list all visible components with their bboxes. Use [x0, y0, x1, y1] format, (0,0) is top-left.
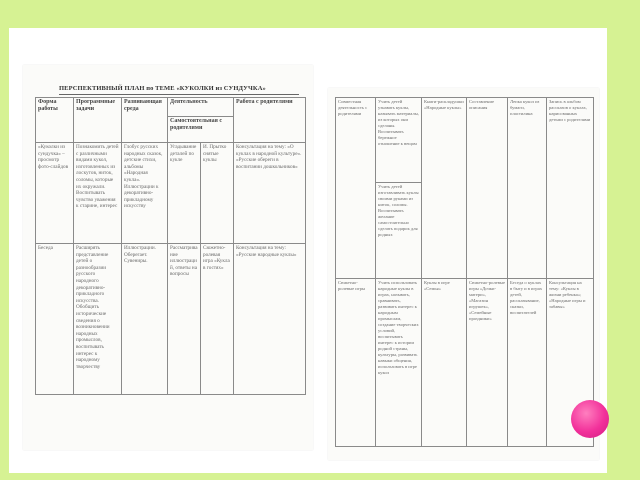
- cell-form: Беседа: [36, 244, 74, 395]
- cell-col6: Консультация на тему: «Куклы в жизни ребенка»; «Народные игры и забавы»: [547, 279, 594, 447]
- cell-independent: Сюжетно-ролевая игра «Кукла в гостях»: [201, 244, 234, 395]
- cell-col2: Учить детей узнавать куклы, называть материалы, из которых они сделаны. Воспитывать бережное отношение к вещам: [376, 98, 422, 183]
- cell-col3: Книги-раскладушки «Народные куклы»: [422, 98, 467, 279]
- cell-col2: Учить использовать народные куклы в играх, называть, сравнивать, развивать интерес к народным промыслам, создание творческих условий, воспитывать интерес к истории родной страны, культуры, развивать навыки общения, использовать в игре кукол: [376, 279, 422, 447]
- document-page-right: [328, 88, 599, 460]
- table-row: [336, 279, 594, 447]
- cell-joint: Угадывание деталей по кукле: [168, 143, 201, 244]
- cell-environment: Глобус русских народных сказок, детские стихи, альбомы «Народная кукла». Иллюстрации к декоративно-прикладному искусству: [122, 143, 168, 244]
- header-form: Форма работы: [36, 98, 74, 143]
- table-header-row: [36, 98, 306, 117]
- cell-col3: Куклы в игре «Семья»: [422, 279, 467, 447]
- table-row: [36, 143, 306, 244]
- title-underline: [59, 94, 299, 95]
- cell-tasks: Познакомить детей с различными видами кукол, изготовленных из лоскутов, ниток, соломы, которые их окружали. Воспитывать чувство уважения к старине, интерес: [74, 143, 122, 244]
- cell-col6: Запись в альбом рассказов о куклах, нарисованных детьми с родителями: [547, 98, 594, 279]
- cell-independent: И. Прытко снятые куклы: [201, 143, 234, 244]
- cell-col4: Составление описания: [467, 98, 508, 279]
- cell-col5: Лепка кукол из бумаги, пластилина: [508, 98, 547, 279]
- cell-col5: Беседа о куклах в быту и в играх детей, рассказывание, сказки, воспитателей: [508, 279, 547, 447]
- header-environment: Развивающая среда: [122, 98, 168, 143]
- plan-table-right: [335, 97, 594, 447]
- cell-tasks: Расширять представление детей о разнообразии русского народного декоративно-прикладного искусства. Обобщить исторические сведения о возникновении народных промыслов, воспитывать интерес к народному творчеству: [74, 244, 122, 395]
- cell-parents: Консультация на тему: «Русские народные куклы»: [234, 244, 306, 395]
- document-title-text: ПЕРСПЕКТИВНЫЙ ПЛАН по ТЕМЕ «КУКОЛКИ из СУНДУЧКА»: [59, 85, 266, 92]
- document-title: [59, 85, 299, 92]
- cell-col1: Сюжетно-ролевые игры: [336, 279, 376, 447]
- cell-environment: Иллюстрации. Оберегает. Сувениры.: [122, 244, 168, 395]
- cell-col1: Совместная деятельность с родителями: [336, 98, 376, 279]
- cell-form: «Куколки из сундучка» – просмотр фото-слайдов: [36, 143, 74, 244]
- plan-table-left: [35, 97, 306, 395]
- header-independent: Самостоятельная с родителями: [168, 117, 234, 143]
- cell-joint: Рассматривание иллюстраций, ответы на вопросы: [168, 244, 201, 395]
- table-row: [336, 98, 594, 183]
- header-parents: Работа с родителями: [234, 98, 306, 143]
- header-tasks: Программные задачи: [74, 98, 122, 143]
- cell-col2: Учить детей изготавливать куклы своими руками из ниток, соломы. Воспитывать желание самостоятельно сделать подарок для родных: [376, 183, 422, 279]
- document-page-left: [23, 65, 313, 450]
- header-activity: Деятельность: [168, 98, 234, 117]
- decorative-pink-circle: [571, 400, 609, 438]
- cell-col4: Сюжетно-ролевые игры «Дочки-матери», «Магазин игрушек», «Семейные праздники»: [467, 279, 508, 447]
- table-row: [36, 244, 306, 395]
- cell-parents: Консультация на тему: «О куклах в народной культуре». «Русские обереги в воспитании дошкольников»: [234, 143, 306, 244]
